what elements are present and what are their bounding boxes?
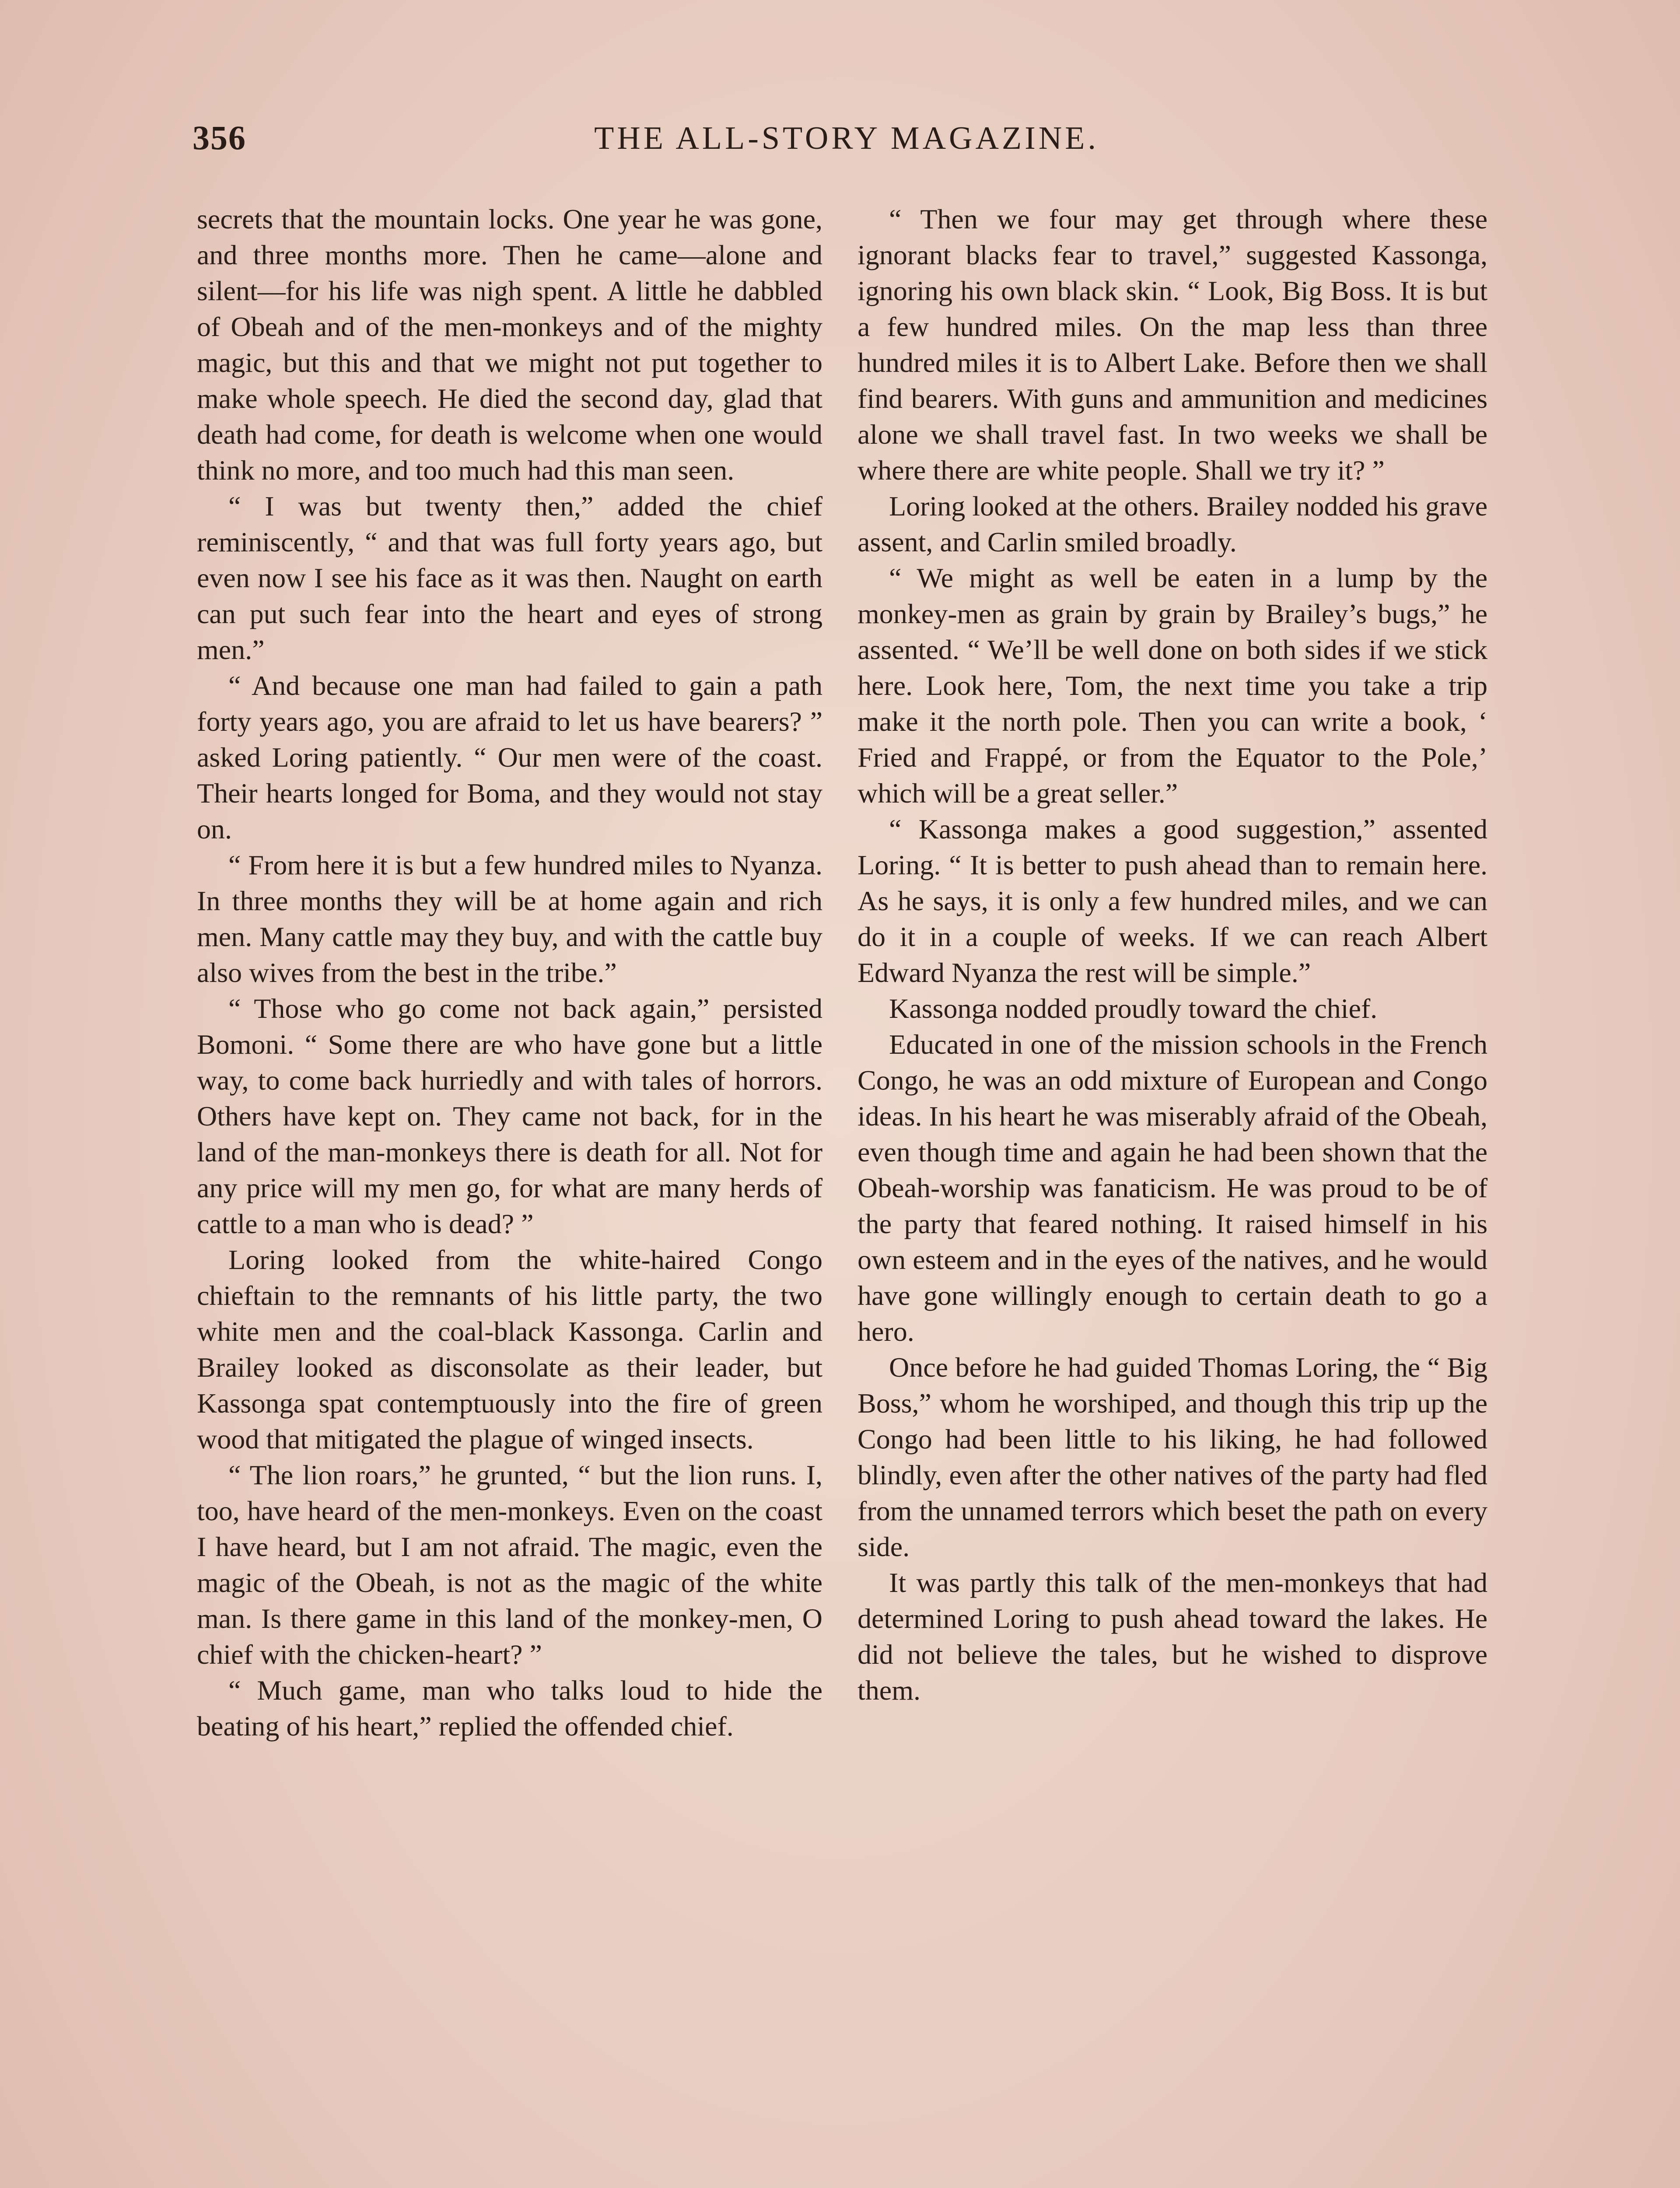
page-number: 356 [192, 119, 246, 157]
paragraph: “ From here it is but a few hundred miles to Nyanza. In three months they will be at home again and rich men. Many cattle may they buy, and with the cattle buy also wives from the best in the tribe.” [197, 849, 822, 988]
page-header [192, 118, 1501, 166]
right-column [858, 201, 1488, 1708]
paragraph: “ I was but twenty then,” added the chief reminiscently, “ and that was full forty years ago, but even now I see his face as it was then. Naught on earth can put such fear into the heart and eyes of strong men.” [197, 491, 822, 665]
paragraph: “ Much game, man who talks loud to hide the beating of his heart,” replied the offended chief. [197, 1675, 822, 1742]
paragraph: Once before he had guided Thomas Loring, the “ Big Boss,” whom he worshiped, and though this trip up the Congo had been little to his liking, he had followed blindly, even after the other natives of the party had fled from the unnamed terrors which beset the path on every side. [858, 1352, 1488, 1562]
paragraph: “ The lion roars,” he grunted, “ but the lion runs. I, too, have heard of the men-monkeys. Even on the coast I have heard, but I am not afraid. The magic, even the magic of the Obeah, is not as the magic of the white man. Is there game in this land of the monkey-men, O chief with the chicken-heart? ” [197, 1459, 822, 1670]
left-column [197, 201, 822, 1744]
paragraph: secrets that the mountain locks. One year he was gone, and three months more. Then he came—alone and silent—for his life was nigh spent. A little he dabbled of Obeah and of the men-monkeys and of the mighty magic, but this and that we might not put together to make whole speech. He died the second day, glad that death had come, for death is welcome when one would think no more, and too much had this man seen. [197, 203, 822, 486]
paragraph: “ Then we four may get through where these ignorant blacks fear to travel,” suggested Kassonga, ignoring his own black skin. “ Look, Big Boss. It is but a few hundred miles. On the map less than three hundred miles it is to Albert Lake. Before then we shall find bearers. With guns and ammunition and medicines alone we shall travel fast. In two weeks we shall be where there are white people. Shall we try it? ” [858, 203, 1488, 486]
paragraph: It was partly this talk of the men-monkeys that had determined Loring to push ahead toward the lakes. He did not believe the tales, but he wished to disprove them. [858, 1567, 1488, 1706]
paragraph: Kassonga nodded proudly toward the chief. [889, 993, 1378, 1024]
running-head: THE ALL-STORY MAGAZINE. [594, 120, 1099, 156]
paragraph: Loring looked at the others. Brailey nodded his grave assent, and Carlin smiled broadly. [858, 491, 1488, 558]
paragraph: “ And because one man had failed to gain a path forty years ago, you are afraid to let us have bearers? ” asked Loring patiently. “ Our men were of the coast. Their hearts longed for Boma, and they would not stay on. [197, 670, 822, 845]
paragraph: “ Kassonga makes a good suggestion,” assented Loring. “ It is better to push ahead than to remain here. As he says, it is only a few hundred miles, and we can do it in a couple of weeks. If we can reach Albert Edward Nyanza the rest will be simple.” [858, 813, 1488, 988]
paragraph: Educated in one of the mission schools in the French Congo, he was an odd mixture of European and Congo ideas. In his heart he was miserably afraid of the Obeah, even though time and again he had been shown that the Obeah-worship was fanaticism. He was proud to be of the party that feared nothing. It raised himself in his own esteem and in the eyes of the natives, and he would have gone willingly enough to certain death to go a hero. [858, 1029, 1488, 1347]
paragraph: Loring looked from the white-haired Congo chieftain to the remnants of his little party, the two white men and the coal-black Kassonga. Carlin and Brailey looked as disconsolate as their leader, but Kassonga spat contemptuously into the fire of green wood that mitigated the plague of winged insects. [197, 1244, 822, 1455]
paragraph: “ We might as well be eaten in a lump by the monkey-men as grain by grain by Brailey’s bugs,” he assented. “ We’ll be well done on both sides if we stick here. Look here, Tom, the next time you take a trip make it the north pole. Then you can write a book, ‘ Fried and Frappé, or from the Equator to the Pole,’ which will be a great seller.” [858, 562, 1488, 809]
paragraph: “ Those who go come not back again,” persisted Bomoni. “ Some there are who have gone but a little way, to come back hurriedly and with tales of horrors. Others have kept on. They came not back, for in the land of the man-monkeys there is death for all. Not for any price will my men go, for what are many herds of cattle to a man who is dead? ” [197, 993, 822, 1239]
